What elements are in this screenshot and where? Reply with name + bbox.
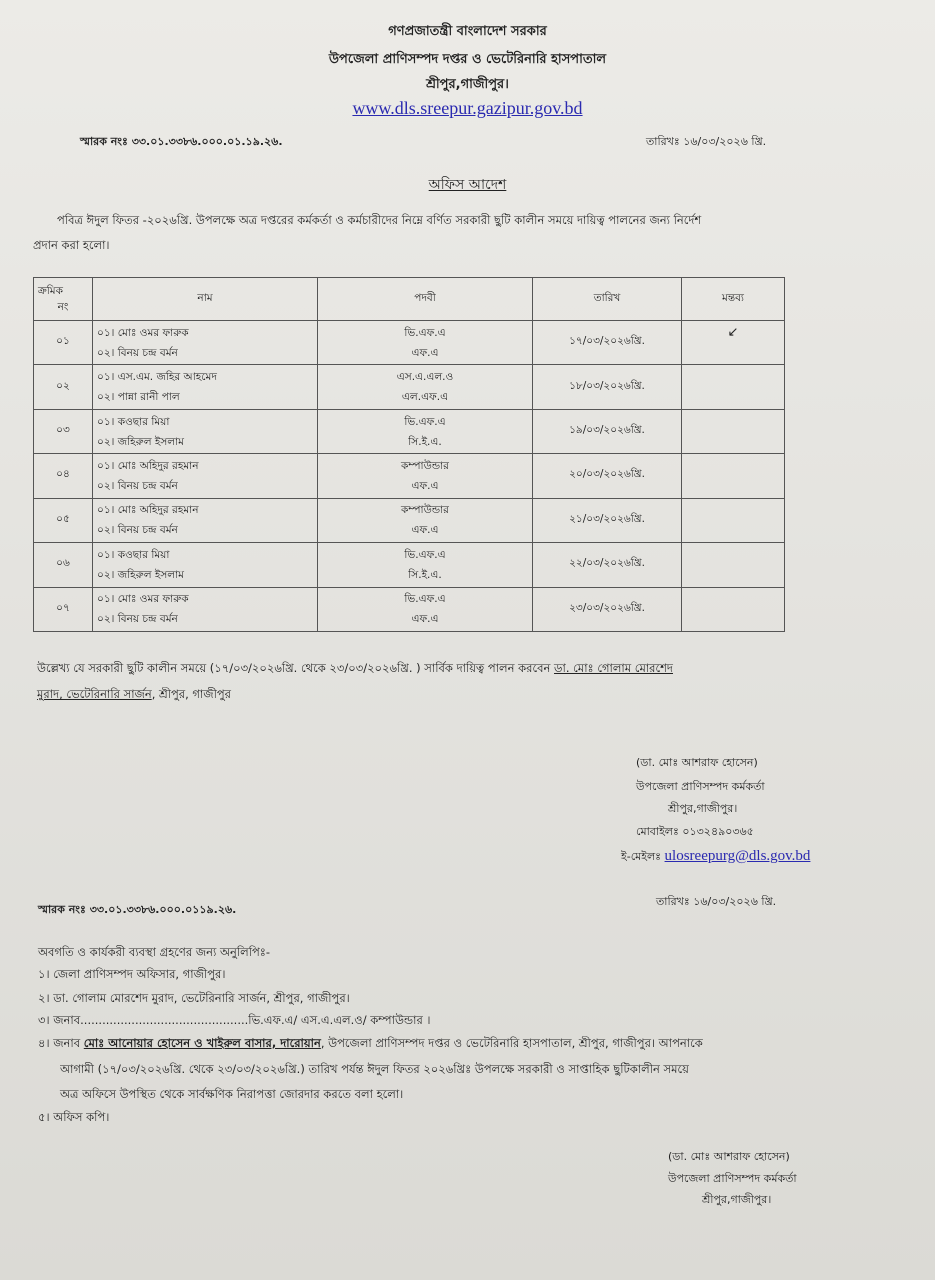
row-post-2: সি.ই.এ. [408, 435, 442, 448]
row-name-2: ০২। বিনয় চন্দ্র বর্মন [97, 613, 178, 626]
row-name-1: ০১। মোঃ ওমর ফারুক [97, 593, 189, 606]
distribution-item-4-line-3: অত্র অফিসে উপস্থিত থেকে সার্বক্ষণিক নিরাপত্তা জোরদার করতে বলা হলো। [60, 1087, 404, 1101]
note-text: উল্লেখ্য যে সরকারী ছুটি কালীন সময়ে (১৭/০৩/২০২৬খ্রি. থেকে ২৩/০৩/২০২৬খ্রি. ) সার্বিক দায়িত্ব পালন করবেন [37, 661, 555, 675]
row-name-1: ০১। এস.এম. জহির আহমেদ [97, 371, 217, 384]
distribution-item-4 [38, 1031, 898, 1056]
table-row [34, 321, 785, 365]
row-name-1: ০১। মোঃ ওমর ফারুক [97, 326, 189, 339]
row-serial: ০৫ [34, 498, 93, 542]
row-post-1: ভি.এফ.এ [404, 415, 446, 428]
row-post-2: সি.ই.এ. [408, 568, 442, 581]
table-header-row [34, 278, 785, 321]
row-posts [318, 587, 533, 631]
note-officer-title: মুরাদ, ভেটেরিনারি সার্জন [37, 687, 152, 701]
distribution-item-1: ১। জেলা প্রাণিসম্পদ অফিসার, গাজীপুর। [38, 967, 226, 981]
signature1-email-line [621, 845, 810, 867]
row-name-2: ০২। বিনয় চন্দ্র বর্মন [97, 479, 178, 492]
row-name-1: ০১। কওছার মিয়া [97, 415, 170, 428]
row-post-2: এফ.এ [411, 524, 439, 537]
distribution-heading: অবগতি ও কার্যকরী ব্যবস্থা গ্রহণের জন্য অনুলিপিঃ- [38, 945, 271, 959]
row-name-2: ০২। জহিরুল ইসলাম [97, 435, 184, 448]
row-names [93, 409, 318, 453]
memo2-number: স্মারক নংঃ ৩৩.০১.৩৩৮৬.০০০.০১১৯.২৬. [38, 903, 237, 916]
row-name-1: ০১। মোঃ অহিদুর রহমান [97, 459, 199, 472]
item4-persons: মোঃ আনোয়ার হোসেন ও খাইরুল বাসার, দারোয়ান [83, 1036, 321, 1050]
intro-line-1: পবিত্র ঈদুল ফিতর -২০২৬খ্রি. উপলক্ষে অত্র দপ্তরের কর্মকর্তা ও কর্মচারীদের নিম্নে বর্ণিত সরকারী ছুটি কালীন সময়ে দায়িত্ব পালনের জন্য নির্দেশ [57, 213, 702, 227]
memo-date: তারিখঃ ১৬/০৩/২০২৬ খ্রি. [646, 135, 767, 148]
row-date: ১৭/০৩/২০২৬খ্রি. [533, 321, 682, 365]
row-remarks [682, 409, 785, 453]
row-posts [318, 365, 533, 409]
office-title: উপজেলা প্রাণিসম্পদ দপ্তর ও ভেটেরিনারি হাসপাতাল [328, 52, 607, 67]
header-designation: পদবী [318, 278, 533, 321]
row-post-1: ভি.এফ.এ [404, 593, 446, 606]
signature1-mobile: মোবাইলঃ ০১৩২৪৯০৩৬৫ [636, 825, 754, 838]
row-remarks [682, 498, 785, 542]
distribution-item-5: ৫। অফিস কপি। [38, 1110, 110, 1124]
note-line-1 [37, 656, 673, 681]
row-post-2: এফ.এ [411, 613, 439, 626]
row-serial: ০৭ [34, 587, 93, 631]
header-serial-top: ক্রমিক [38, 285, 63, 297]
row-name-1: ০১। কওছার মিয়া [97, 548, 170, 561]
row-serial: ০৪ [34, 454, 93, 498]
row-date: ২১/০৩/২০২৬খ্রি. [533, 498, 682, 542]
header-name: নাম [93, 278, 318, 321]
office-location: শ্রীপুর,গাজীপুর। [426, 77, 509, 92]
row-date: ২০/০৩/২০২৬খ্রি. [533, 454, 682, 498]
table-row [34, 454, 785, 498]
row-name-2: ০২। বিনয় চন্দ্র বর্মন [97, 524, 178, 537]
item4-office: , উপজেলা প্রাণিসম্পদ দপ্তর ও ভেটেরিনারি হাসপাতাল, শ্রীপুর, গাজীপুর। আপনাকে [320, 1036, 703, 1050]
note-officer-name: ডা. মোঃ গোলাম মোরশেদ [554, 661, 673, 675]
row-post-1: কম্পাউন্ডার [401, 459, 449, 472]
duty-roster-table [33, 277, 785, 632]
row-serial: ০৬ [34, 543, 93, 587]
signature2-name: (ডা. মোঃ আশরাফ হোসেন) [668, 1150, 790, 1163]
row-posts [318, 543, 533, 587]
row-remarks [682, 321, 785, 365]
page-title [0, 173, 935, 197]
table-row [34, 587, 785, 631]
signature2-title: উপজেলা প্রাণিসম্পদ কর্মকর্তা [668, 1172, 797, 1185]
govt-title: গণপ্রজাতন্ত্রী বাংলাদেশ সরকার [388, 24, 547, 39]
signature1-name: (ডা. মোঃ আশরাফ হোসেন) [636, 756, 758, 769]
row-post-2: এল.এফ.এ [401, 391, 449, 404]
page-title-text: অফিস আদেশ [428, 177, 507, 193]
signature1-title: উপজেলা প্রাণিসম্পদ কর্মকর্তা [636, 780, 765, 793]
website-text[interactable]: www.dls.sreepur.gazipur.gov.bd [352, 98, 583, 118]
memo2-date: তারিখঃ ১৬/০৩/২০২৬ খ্রি. [656, 895, 777, 908]
row-name-1: ০১। মোঃ অহিদুর রহমান [97, 504, 199, 517]
distribution-item-2: ২। ডা. গোলাম মোরশেদ মুরাদ, ভেটেরিনারি সার্জন, শ্রীপুর, গাজীপুর। [38, 991, 350, 1005]
row-names [93, 454, 318, 498]
row-name-2: ০২। বিনয় চন্দ্র বর্মন [97, 346, 178, 359]
signature2-place: শ্রীপুর,গাজীপুর। [702, 1193, 772, 1206]
row-posts [318, 321, 533, 365]
row-remarks [682, 543, 785, 587]
memo-number: স্মারক নংঃ ৩৩.০১.৩৩৮৬.০০০.০১.১৯.২৬. [80, 135, 283, 148]
row-names [93, 498, 318, 542]
table-row [34, 543, 785, 587]
item4-prefix: ৪। জনাব [38, 1036, 84, 1050]
row-names [93, 365, 318, 409]
row-post-1: কম্পাউন্ডার [401, 504, 449, 517]
row-date: ২২/০৩/২০২৬খ্রি. [533, 543, 682, 587]
row-serial: ০৩ [34, 409, 93, 453]
row-date: ২৩/০৩/২০২৬খ্রি. [533, 587, 682, 631]
row-date: ১৮/০৩/২০২৬খ্রি. [533, 365, 682, 409]
row-post-2: এফ.এ [411, 479, 439, 492]
row-post-1: ভি.এফ.এ [404, 548, 446, 561]
header-serial [34, 278, 93, 321]
row-post-1: এস.এ.এল.ও [396, 371, 454, 384]
table-row [34, 365, 785, 409]
website-link[interactable] [0, 98, 935, 119]
signature1-email-label: ই-মেইলঃ [621, 850, 665, 863]
row-post-2: এফ.এ [411, 346, 439, 359]
row-date: ১৯/০৩/২০২৬খ্রি. [533, 409, 682, 453]
row-names [93, 321, 318, 365]
header-remarks: মন্তব্য [682, 278, 785, 321]
signature1-email-link[interactable]: ulosreepurg@dls.gov.bd [664, 848, 811, 864]
row-posts [318, 454, 533, 498]
row-serial: ০২ [34, 365, 93, 409]
distribution-item-4-line-2: আগামী (১৭/০৩/২০২৬খ্রি. থেকে ২৩/০৩/২০২৬খ্রি.) তারিখ পর্যন্ত ঈদুল ফিতর ২০২৬খ্রিঃ উপলক্ষে সরকারী ও সাপ্তাহিক ছুটিকালীন সময়ে [60, 1062, 689, 1076]
distribution-item-3: ৩। জনাব..............................................ভি.এফ.এ/ এস.এ.এল.ও/ কম্পাউন্ডার । [38, 1013, 431, 1027]
remark-arrow-mark: ↙ [727, 325, 739, 340]
header-date: তারিখ [533, 278, 682, 321]
table-row [34, 498, 785, 542]
row-name-2: ০২। জহিরুল ইসলাম [97, 568, 184, 581]
table-row [34, 409, 785, 453]
note-line-2 [37, 682, 231, 707]
note-place: , শ্রীপুর, গাজীপুর [151, 687, 232, 701]
row-name-2: ০২। পান্না রানী পাল [97, 391, 180, 404]
header-serial-bottom: নং [57, 301, 69, 313]
signature1-place: শ্রীপুর,গাজীপুর। [668, 802, 738, 815]
intro-line-2: প্রদান করা হলো। [33, 238, 110, 252]
row-remarks [682, 587, 785, 631]
row-names [93, 587, 318, 631]
row-remarks [682, 454, 785, 498]
row-names [93, 543, 318, 587]
row-post-1: ভি.এফ.এ [404, 326, 446, 339]
row-remarks [682, 365, 785, 409]
row-posts [318, 409, 533, 453]
row-serial: ০১ [34, 321, 93, 365]
row-posts [318, 498, 533, 542]
